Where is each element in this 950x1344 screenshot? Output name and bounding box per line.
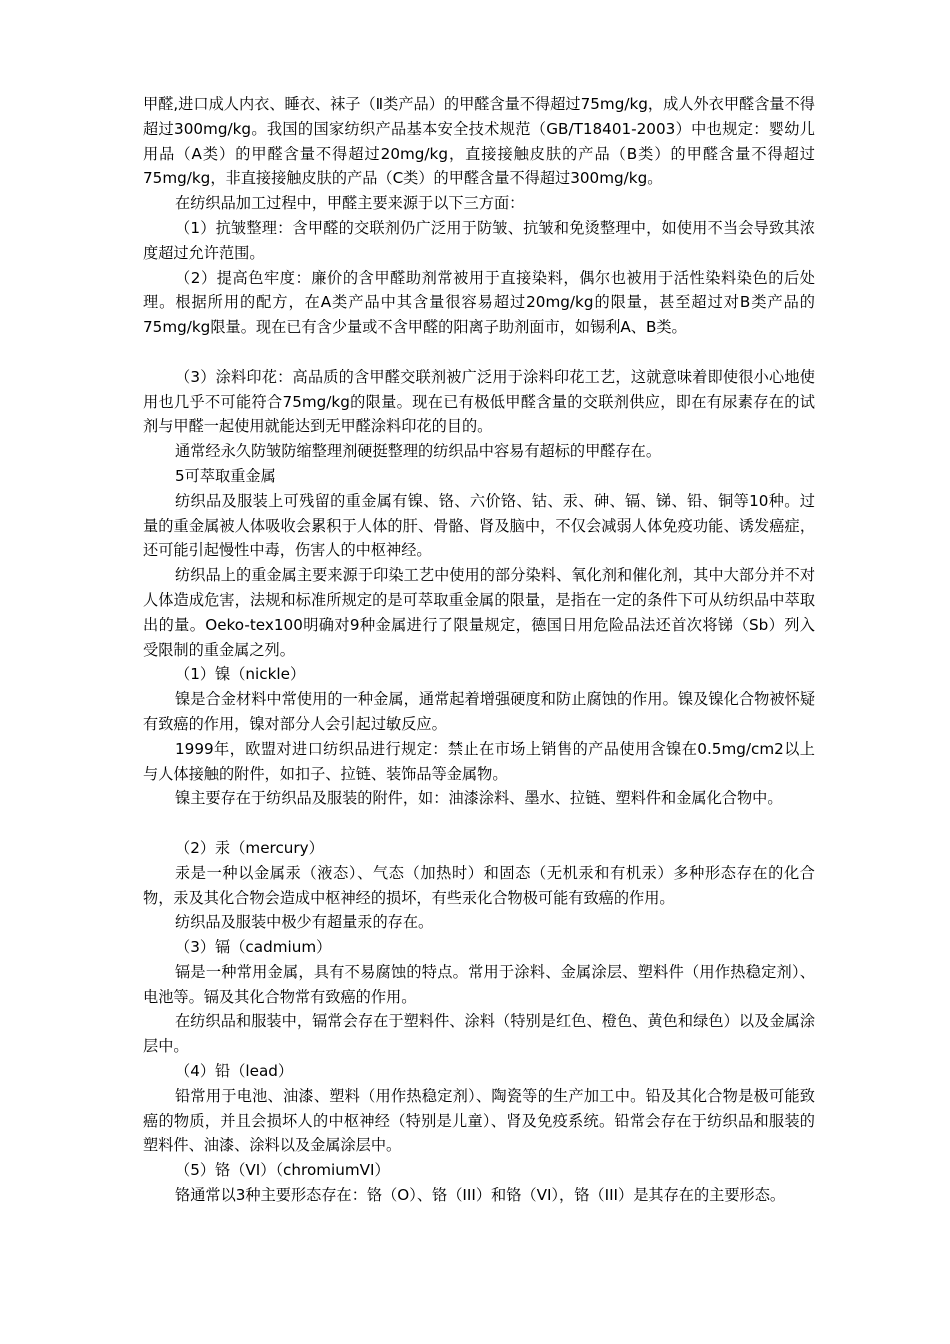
paragraph-mercury-description: 汞是一种以金属汞（液态）、气态（加热时）和固态（无机汞和有机汞）多种形态存在的化合物，汞及其化合物会造成中枢神经的损坏，有些汞化合物极可能有致癌的作用。 xyxy=(143,863,815,907)
subheading-chromium-vi: （5）铬（VI）（chromiumVI） xyxy=(175,1161,390,1180)
paragraph-cadmium-presence: 在纺织品和服装中，镉常会存在于塑料件、涂料（特别是红色、橙色、黄色和绿色）以及金属涂层中。 xyxy=(143,1012,815,1056)
section-heading-heavy-metals: 5可萃取重金属 xyxy=(175,466,276,485)
paragraph-color-fastness: （2）提高色牢度：廉价的含甲醛助剂常被用于直接染料，偶尔也被用于活性染料染色的后处理。根据所用的配方，在A类产品中其含量很容易超过20mg/kg的限量，甚至超过对B类产品的75mg/kg限量。现在已有含少量或不含甲醛的阳离子助剂面市，如锡利A、B类。 xyxy=(143,268,815,337)
paragraph-pigment-printing: （3）涂料印花：高品质的含甲醛交联剂被广泛用于涂料印花工艺，这就意味着即使很小心地使用也几乎不可能符合75mg/kg的限量。现在已有极低甲醛含量的交联剂供应，即在有尿素存在的试剂与甲醛一起使用就能达到无甲醛涂料印花的目的。 xyxy=(143,367,815,436)
subheading-lead: （4）铅（lead） xyxy=(175,1062,294,1081)
paragraph-permanent-finish: 通常经永久防皱防缩整理剂硬挺整理的纺织品中容易有超标的甲醛存在。 xyxy=(175,442,661,461)
subheading-cadmium: （3）镉（cadmium） xyxy=(175,938,332,957)
document-page xyxy=(143,92,815,1208)
subheading-mercury: （2）汞（mercury） xyxy=(175,838,324,857)
subheading-nickel: （1）镍（nickle） xyxy=(175,665,306,684)
paragraph-nickel-description: 镍是合金材料中常使用的一种金属，通常起着增强硬度和防止腐蚀的作用。镍及镍化合物被怀疑有致癌的作用，镍对部分人会引起过敏反应。 xyxy=(143,690,815,733)
paragraph-anti-wrinkle: （1）抗皱整理：含甲醛的交联剂仍广泛用于防皱、抗皱和免烫整理中，如使用不当会导致其浓度超过允许范围。 xyxy=(143,218,815,262)
paragraph-nickel-eu-rule: 1999年，欧盟对进口纺织品进行规定：禁止在市场上销售的产品使用含镍在0.5mg/cm2以上与人体接触的附件，如扣子、拉链、装饰品等金属物。 xyxy=(143,739,815,783)
paragraph-lead-description: 铅常用于电池、油漆、塑料（用作热稳定剂）、陶瓷等的生产加工中。铅及其化合物是极可能致癌的物质，并且会损坏人的中枢神经（特别是儿童）、肾及免疫系统。铅常会存在于纺织品和服装的塑料件、油漆、涂料以及金属涂层中。 xyxy=(143,1086,815,1155)
paragraph-formaldehyde-sources-intro: 在纺织品加工过程中，甲醛主要来源于以下三方面： xyxy=(175,194,525,213)
paragraph-nickel-presence: 镍主要存在于纺织品及服装的附件，如：油漆涂料、墨水、拉链、塑料件和金属化合物中。 xyxy=(175,789,783,808)
paragraph-cadmium-description: 镉是一种常用金属，具有不易腐蚀的特点。常用于涂料、金属涂层、塑料件（用作热稳定剂）、电池等。镉及其化合物常有致癌的作用。 xyxy=(143,962,815,1006)
paragraph-chromium-description: 铬通常以3种主要形态存在：铬（O）、铬（III）和铬（VI），铬（III）是其存在的主要形态。 xyxy=(175,1186,786,1205)
paragraph-heavy-metals-sources: 纺织品上的重金属主要来源于印染工艺中使用的部分染料、氧化剂和催化剂，其中大部分并不对人体造成危害，法规和标准所规定的是可萃取重金属的限量，是指在一定的条件下可从纺织品中萃取出的量。Oeko-tex100明确对9种金属进行了限量规定，德国日用危险品法还首次将锑（Sb）列入受限制的重金属之列。 xyxy=(143,566,815,659)
paragraph-formaldehyde-limits: 甲醛,进口成人内衣、睡衣、袜子（Ⅱ类产品）的甲醛含量不得超过75mg/kg，成人外衣甲醛含量不得超过300mg/kg。我国的国家纺织产品基本安全技术规范（GB/T18401-2003）中也规定：婴幼儿用品（A类）的甲醛含量不得超过20mg/kg，直接接触皮肤的产品（B类）的甲醛含量不得超过75mg/kg，非直接接触皮肤的产品（C类）的甲醛含量不得超过300mg/kg。 xyxy=(143,95,815,188)
paragraph-mercury-presence: 纺织品及服装中极少有超量汞的存在。 xyxy=(175,913,434,932)
paragraph-heavy-metals-list: 纺织品及服装上可残留的重金属有镍、铬、六价铬、钴、汞、砷、镉、锑、铅、铜等10种。过量的重金属被人体吸收会累积于人体的肝、骨骼、肾及脑中，不仅会减弱人体免疫功能、诱发癌症，还可能引起慢性中毒，伤害人的中枢神经。 xyxy=(143,491,815,560)
